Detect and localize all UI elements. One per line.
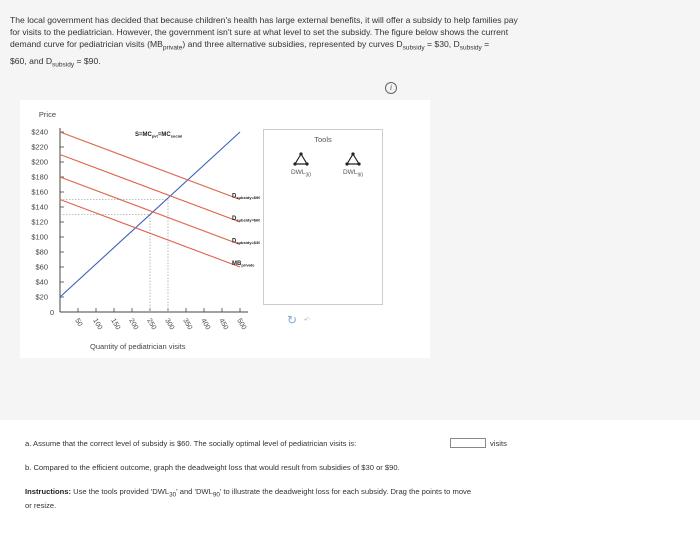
visits-unit-label: visits bbox=[490, 439, 507, 448]
tools-title: Tools bbox=[314, 135, 332, 144]
x-tick-label: 300 bbox=[163, 317, 176, 332]
supply-demand-chart[interactable] bbox=[20, 100, 260, 358]
x-tick-label: 450 bbox=[217, 317, 230, 332]
triangle-tool-icon bbox=[345, 152, 361, 166]
x-axis-label: Quantity of pediatrician visits bbox=[90, 342, 186, 351]
supply-curve-label: $S=MC_{pvt}=MC_{social}$ bbox=[135, 132, 183, 139]
y-axis-label: Price bbox=[38, 110, 56, 119]
undo-icon[interactable]: ↶ bbox=[304, 317, 310, 324]
dwl90-label: $DWL_{90}$ bbox=[342, 169, 363, 179]
question-a: a. Assume that the correct level of subsidy is $60. The socially optimal level of pediatrician visits is: bbox=[25, 439, 357, 448]
triangle-tool-icon bbox=[293, 152, 309, 166]
demand-curve-label: $D_{subsidy=\$30}$ bbox=[232, 238, 260, 245]
y-tick-label: $220 bbox=[31, 142, 48, 152]
demand-curve bbox=[60, 155, 240, 223]
intro-line-4: $60, and $D_{subsidy}$ = $90. bbox=[10, 55, 101, 69]
tools-panel bbox=[263, 129, 383, 305]
optimal-visits-input[interactable] bbox=[450, 438, 486, 448]
dwl30-label: $DWL_{30}$ bbox=[290, 169, 311, 179]
question-b: b. Compared to the efficient outcome, graph the deadweight loss that would result from subsidies of $30 or $90. bbox=[25, 463, 400, 472]
x-tick-label: 400 bbox=[199, 317, 212, 332]
y-tick-label: $120 bbox=[31, 217, 48, 227]
y-tick-label: $140 bbox=[31, 202, 48, 212]
intro-line-1: The local government has decided that because children's health has large external benefits, it will offer a subsidy to help families pay bbox=[10, 15, 518, 25]
y-tick-label: $160 bbox=[31, 187, 48, 197]
y-tick-label: $200 bbox=[31, 157, 48, 167]
y-tick-label: $180 bbox=[31, 172, 48, 182]
intro-line-2: for visits to the pediatrician. However, the government isn't sure at what level to set the subsidy. The figure below shows the current bbox=[10, 27, 509, 37]
x-tick-label: 50 bbox=[73, 317, 84, 328]
instructions: Instructions: Use the tools provided '$DWL_{30}$' and '$DWL_{90}$' to illustrate the deadweight loss for each subsidy. Drag the points to move or resize. bbox=[25, 487, 472, 510]
y-tick-label: $80 bbox=[35, 247, 48, 257]
x-tick-label: 250 bbox=[145, 317, 158, 332]
y-tick-label: $100 bbox=[31, 232, 48, 242]
x-tick-label: 200 bbox=[127, 317, 140, 332]
demand-curve bbox=[60, 177, 240, 245]
y-tick-label: $20 bbox=[35, 292, 48, 302]
info-icon[interactable]: i bbox=[385, 82, 397, 94]
x-tick-label: 150 bbox=[109, 317, 122, 332]
demand-curve bbox=[60, 132, 240, 200]
y-tick-label: $60 bbox=[35, 262, 48, 272]
instructions-label: Instructions: bbox=[25, 487, 71, 496]
x-tick-label: 100 bbox=[91, 317, 104, 332]
reset-icon[interactable]: ↻ bbox=[287, 313, 298, 327]
x-tick-label: 350 bbox=[181, 317, 194, 332]
demand-curve-label: $D_{subsidy=\$60}$ bbox=[232, 216, 260, 223]
graph-panel bbox=[20, 100, 430, 358]
origin-label: 0 bbox=[49, 308, 54, 317]
y-tick-label: $40 bbox=[35, 277, 48, 287]
y-tick-label: $240 bbox=[31, 127, 48, 137]
demand-curve-label: $MB_{private}$ bbox=[232, 261, 255, 268]
demand-curve-label: $D_{subsidy=\$90}$ bbox=[232, 193, 260, 200]
x-tick-label: 500 bbox=[235, 317, 248, 332]
dwl30-tool[interactable] bbox=[284, 152, 318, 178]
intro-line-3: demand curve for pediatrician visits $(MB_{private})$ and three alternative subsidies, represented by curves $D_{subsidy}$ = $30, $D_{subsidy}$ = bbox=[10, 39, 490, 52]
dwl90-tool[interactable] bbox=[336, 152, 370, 178]
intro-text bbox=[10, 14, 690, 71]
